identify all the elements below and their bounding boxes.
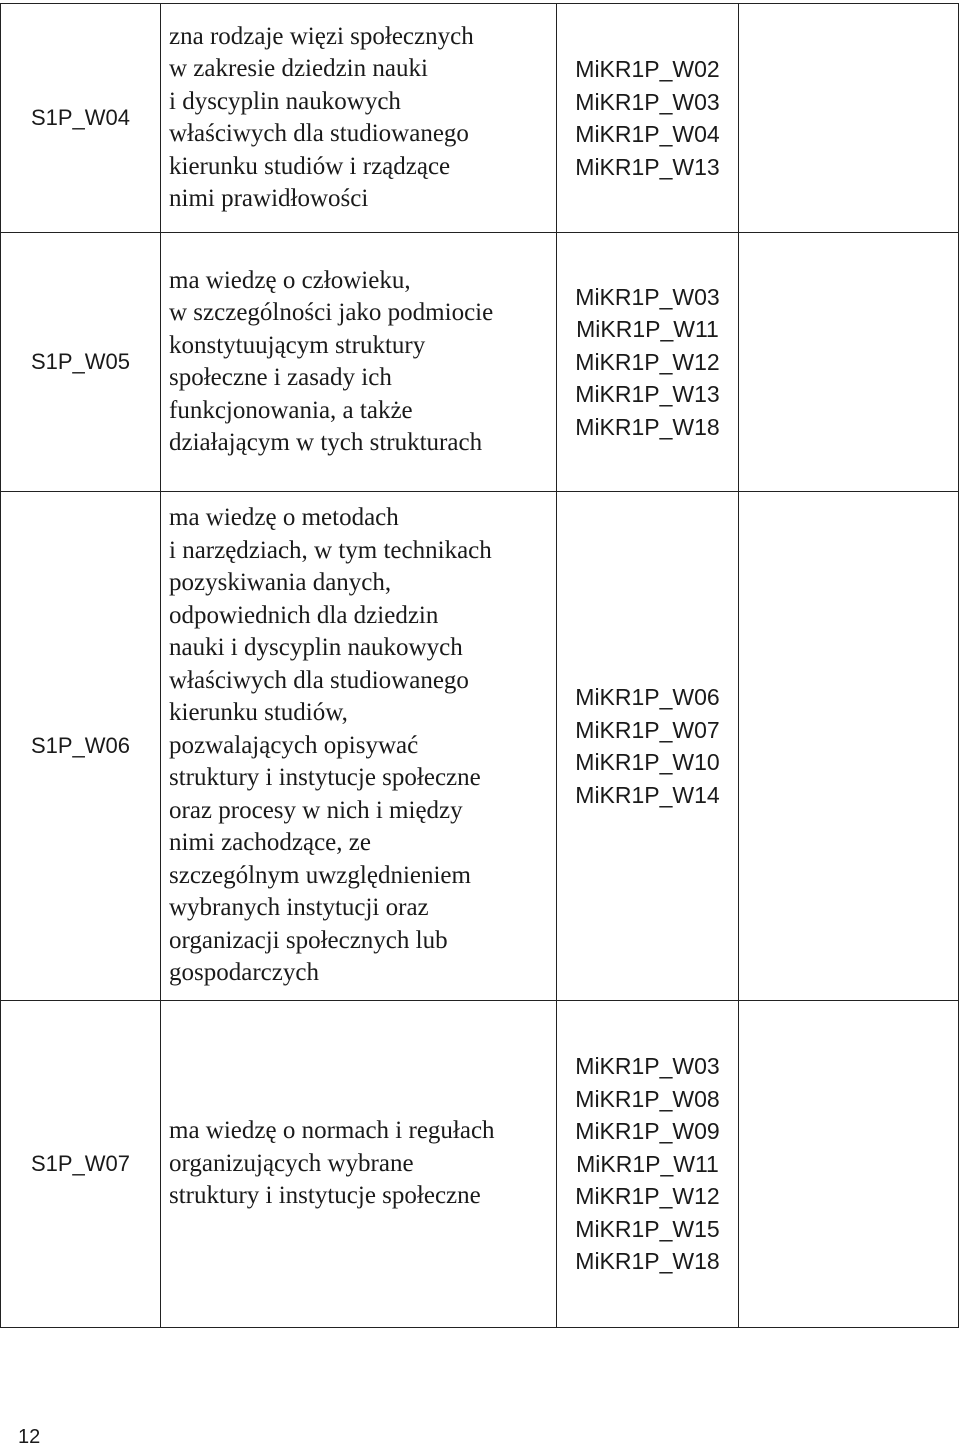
description-line: pozwalających opisywać xyxy=(169,731,419,759)
reference-code: MiKR1P_W18 xyxy=(575,413,720,440)
description-line: działającym w tych strukturach xyxy=(169,429,483,456)
description-line: organizacji społecznych lub xyxy=(169,926,448,954)
description-line: szczególnym uwzględnieniem xyxy=(169,861,471,889)
outcome-description xyxy=(161,1001,557,1328)
reference-code: MiKR1P_W07 xyxy=(575,716,720,743)
reference-code: MiKR1P_W11 xyxy=(576,316,719,343)
description-line: oraz procesy w nich i między xyxy=(169,796,463,824)
description-line: właściwych dla studiowanego xyxy=(169,666,469,694)
description-line: funkcjonowania, a także xyxy=(169,396,413,424)
description-line: kierunku studiów, xyxy=(169,699,348,727)
description-line: społeczne i zasady ich xyxy=(169,364,392,391)
outcome-description xyxy=(161,233,557,492)
reference-code: MiKR1P_W15 xyxy=(575,1215,720,1242)
outcome-code: S1P_W06 xyxy=(1,492,161,1001)
reference-code: MiKR1P_W08 xyxy=(575,1085,720,1112)
outcome-description xyxy=(161,4,557,233)
outcome-references xyxy=(557,233,739,492)
description-line: w zakresie dziedzin nauki xyxy=(169,55,428,82)
empty-cell xyxy=(739,4,959,233)
description-line: gospodarczych xyxy=(169,959,319,987)
description-line: struktury i instytucje społeczne xyxy=(169,1182,481,1210)
description-line: odpowiednich dla dziedzin xyxy=(169,601,439,629)
description-line: organizujących wybrane xyxy=(169,1149,414,1177)
reference-code: MiKR1P_W13 xyxy=(575,381,720,408)
table-row xyxy=(1,1001,959,1328)
table-row xyxy=(1,492,959,1001)
outcome-references xyxy=(557,492,739,1001)
description-line: właściwych dla studiowanego xyxy=(169,120,469,147)
table-row xyxy=(1,233,959,492)
description-line: w szczególności jako podmiocie xyxy=(169,299,494,326)
description-line: nimi prawidłowości xyxy=(169,185,369,212)
description-line: nimi zachodzące, ze xyxy=(169,829,371,857)
description-line: wybranych instytucji oraz xyxy=(169,894,429,922)
description-line: pozyskiwania danych, xyxy=(169,569,392,597)
description-line: ma wiedzę o człowieku, xyxy=(169,266,411,294)
description-line: struktury i instytucje społeczne xyxy=(169,764,481,792)
outcome-code: S1P_W07 xyxy=(1,1001,161,1328)
reference-code: MiKR1P_W03 xyxy=(575,1053,720,1080)
description-line: konstytuującym struktury xyxy=(169,331,426,359)
description-line: nauki i dyscyplin naukowych xyxy=(169,634,463,662)
description-line: zna rodzaje więzi społecznych xyxy=(169,22,474,50)
page-number: 12 xyxy=(18,1426,41,1448)
empty-cell xyxy=(739,1001,959,1328)
reference-code: MiKR1P_W18 xyxy=(575,1248,720,1275)
description-line: ma wiedzę o metodach xyxy=(169,504,399,532)
table-row xyxy=(1,4,959,233)
description-line: i dyscyplin naukowych xyxy=(169,87,401,115)
empty-cell xyxy=(739,233,959,492)
outcome-description xyxy=(161,492,557,1001)
reference-code: MiKR1P_W02 xyxy=(575,56,720,82)
outcome-code: S1P_W05 xyxy=(1,233,161,492)
reference-code: MiKR1P_W10 xyxy=(575,749,720,775)
reference-code: MiKR1P_W03 xyxy=(575,88,720,115)
table-body xyxy=(1,4,959,1328)
outcome-references xyxy=(557,1001,739,1328)
learning-outcomes-table xyxy=(0,3,959,1328)
outcome-references xyxy=(557,4,739,233)
reference-code: MiKR1P_W11 xyxy=(576,1150,719,1177)
reference-code: MiKR1P_W06 xyxy=(575,684,720,710)
description-line: i narzędziach, w tym technikach xyxy=(169,536,492,564)
empty-cell xyxy=(739,492,959,1001)
description-line: ma wiedzę o normach i regułach xyxy=(169,1117,495,1145)
reference-code: MiKR1P_W13 xyxy=(575,153,720,180)
reference-code: MiKR1P_W12 xyxy=(575,348,720,375)
description-line: kierunku studiów i rządzące xyxy=(169,152,451,180)
reference-code: MiKR1P_W04 xyxy=(575,121,720,147)
reference-code: MiKR1P_W03 xyxy=(575,283,720,310)
reference-code: MiKR1P_W14 xyxy=(575,781,720,808)
reference-code: MiKR1P_W12 xyxy=(575,1183,720,1210)
outcome-code: S1P_W04 xyxy=(1,4,161,233)
reference-code: MiKR1P_W09 xyxy=(575,1118,720,1145)
